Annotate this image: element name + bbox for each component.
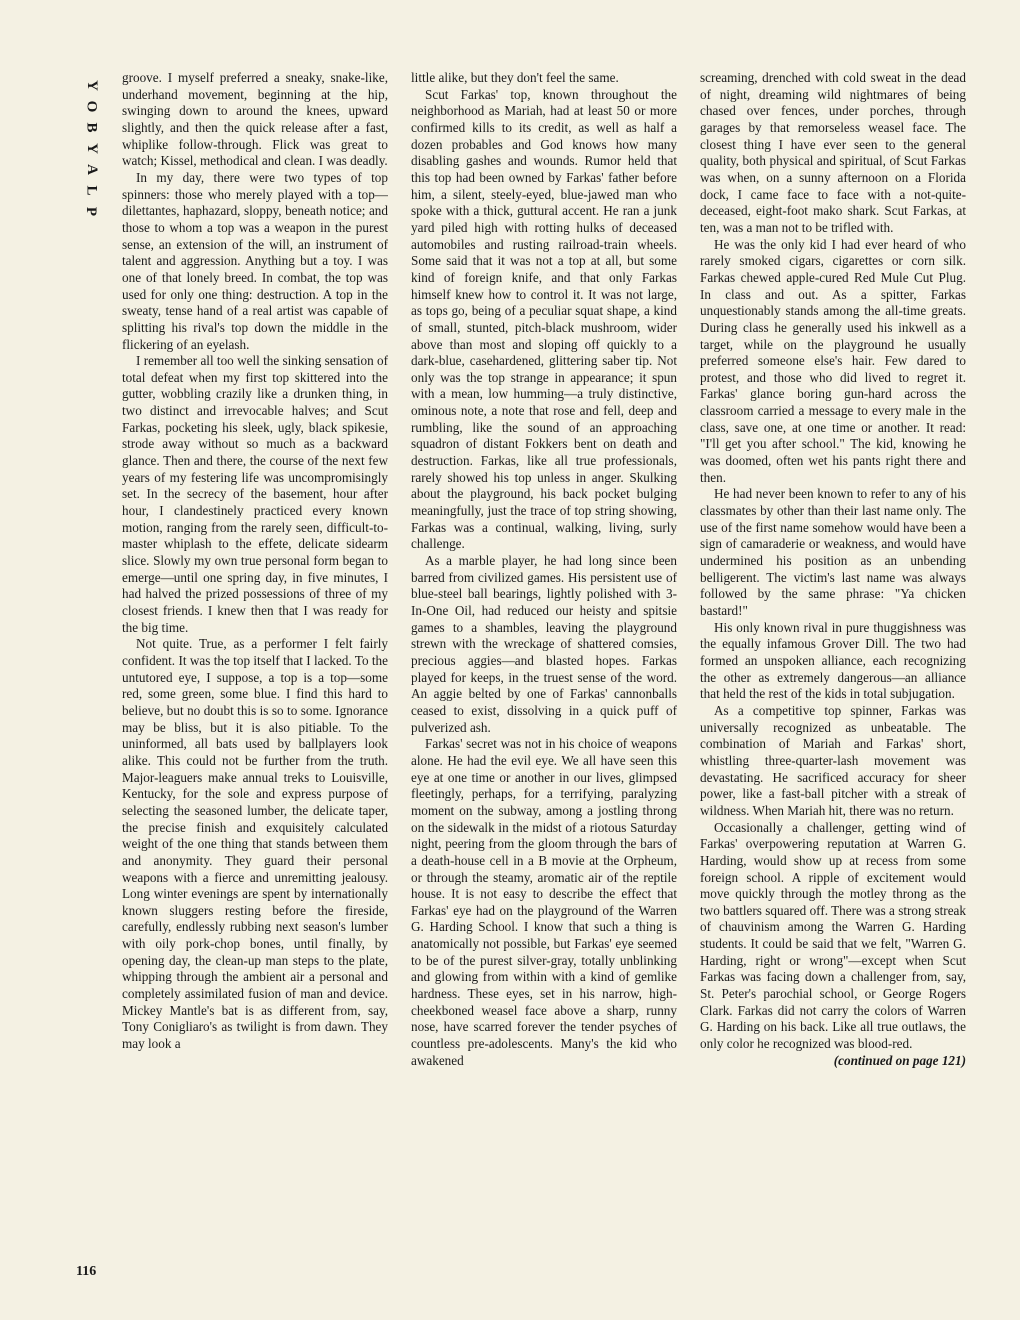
magazine-masthead (80, 78, 102, 219)
text-column-2 (411, 70, 677, 1292)
paragraph: As a marble player, he had long since been barred from civilized games. His persistent use of blue-steel ball bearings, lightly polished with 3-In-One Oil, had reduced our heisty and spitsie games to a shambles, leaving the playground strewn with the wreckage of shattered comsies, precious aggies—and blasted hopes. Farkas played for keeps, in the truest sense of the word. An aggie belted by one of Farkas' cannonballs ceased to exist, dissolving in a quick puff of pulverized ash. (411, 553, 677, 735)
paragraph: Occasionally a challenger, getting wind of Farkas' overpowering reputation at Warren G. Harding, would show up at recess from some foreign school. A ripple of excitement would move quickly through the motley throng as the two battlers squared off. There was a strong streak of chauvinism among the Warren G. Harding students. It could be said that we felt, "Warren G. Harding, right or wrong"—except when Scut Farkas was facing down a challenger from, say, St. Peter's parochial school, or George Rogers Clark. Farkas did not carry the colors of Warren G. Harding on his back. Like all true outlaws, the only color he recognized was blood-red. (700, 819, 966, 1052)
paragraph: As a competitive top spinner, Farkas was universally recognized as unbeatable. The combination of Mariah and Farkas' short, whistling three-quarter-lash movement was devastating. He sacrificed accuracy for sheer power, like a fast-ball pitcher with a streak of wildness. When Mariah hit, there was no return. (700, 702, 966, 818)
paragraph: Not quite. True, as a performer I felt fairly confident. It was the top itself that I lacked. To the untutored eye, I suppose, a top is a top—some red, some green, some blue. I find this hard to believe, but no doubt this is so to some. Ignorance may be bliss, but it is also pitiable. To the uninformed, all bats used by ballplayers look alike. This could not be further from the truth. Major-leaguers make annual treks to Louisville, Kentucky, for the sole and express purpose of selecting the seasoned lumber, the delicate taper, the precise finish and exquisitely calculated weight of the one thing that stands between them and anonymity. They guard their personal weapons with a fierce and unremitting jealousy. Long winter evenings are spent by internationally known sluggers resting before the fireside, carefully, endlessly rubbing next season's lumber with oily pork-chop bones, until finally, by opening day, the clean-up man steps to the plate, whipping through the ambient air a personal and completely assimilated fusion of man and device. Mickey Mantle's bat is as different from, say, Tony Conigliaro's as twilight is from dawn. They may look a (122, 636, 388, 1052)
text-column-1 (122, 70, 388, 1292)
masthead-letter: O (83, 100, 100, 113)
paragraph: screaming, drenched with cold sweat in the dead of night, dreaming wild nightmares of being chased over fences, under porches, through garages by that remorseless weasel face. The closest thing I have ever seen to the general quality, both physical and spiritual, of Scut Farkas was when, on a sunny afternoon on a Florida dock, I came face to face with a not-quite-deceased, eight-foot mako shark. Scut Farkas, at ten, was a man not to be trifled with. (700, 70, 966, 235)
masthead-letter: B (83, 122, 100, 133)
masthead-letter: P (83, 206, 100, 217)
page-number: 116 (76, 1264, 97, 1279)
paragraph: little alike, but they don't feel the same. (411, 70, 619, 85)
paragraph: He had never been known to refer to any of his classmates by other than their last name only. The use of the first name somehow would have been a sign of camaraderie or weakness, and would have undermined his position as an unbending belligerent. The victim's last name was always followed by the same phrase: "Ya chicken bastard!" (700, 486, 966, 618)
paragraph: Scut Farkas' top, known throughout the neighborhood as Mariah, had at least 50 or more confirmed kills to its credit, as well as half a dozen probables and God knows how many disabling gashes and wounds. Rumor held that this top had been owned by Farkas' father before him, a silent, steely-eyed, blue-jawed man who spoke with a thick, guttural accent. He ran a junk yard piled high with rotting hulks of deceased automobiles and rusting railroad-train wheels. Some said that it was not a top at all, but some kind of foreign knife, and that only Farkas himself knew how to control it. It was not large, as tops go, being of a peculiar squat shape, a kind of small, stunted, pitch-black mushroom, wider above than most and sloping off quickly to a dark-blue, casehardened, glittering saber tip. Not only was the top strange in appearance; it spun with a mean, low humming—a truly distinctive, ominous note, a note that rose and fell, deep and rumbling, like the sound of an approaching squadron of distant Fokkers bent on death and destruction. Farkas, like all true professionals, rarely showed his top unless in anger. Skulking about the playground, his back pocket bulging meaningfully, just the trace of top string showing, Farkas was a continual, walking, living, surly challenge. (411, 86, 677, 552)
masthead-letter: A (83, 164, 100, 175)
paragraph: I remember all too well the sinking sensation of total defeat when my first top skittered into the gutter, wobbling crazily like a drunken thing, in two distinct and irrevocable halves; and Scut Farkas, pocketing his sleek, ugly, black spikesie, strode away without so much as a backward glance. Then and there, the course of the next few years of my festering life was uncompromisingly set. In the secrecy of the basement, hour after hour, I clandestinely practiced every known motion, ranging from the rarely seen, difficult-to-master whiplash to the effete, delicate sidearm slice. Slowly my own true personal form began to emerge—until one spring day, in five minutes, I had halved the prized possessions of three of my closest friends. I knew then that I was ready for the big time. (122, 353, 388, 635)
text-column-3 (700, 70, 966, 1292)
masthead-letter: Y (83, 143, 100, 154)
paragraph: groove. I myself preferred a sneaky, snake-like, underhand movement, beginning at the hip, swinging down to around the knees, upward slightly, and then the quick release after a fast, whiplike follow-through. Flick was great to watch; Kissel, methodical and clean. I was deadly. (122, 70, 388, 169)
continuation-note: (continued on page 121) (833, 1052, 966, 1068)
paragraph: He was the only kid I had ever heard of who rarely smoked cigars, cigarettes or corn silk. Farkas chewed apple-cured Red Mule Cut Plug. In class and out. As a spitter, Farkas unquestionably stands among the all-time greats. During class he generally used his inkwell as a target, while on the playground he usually preferred someone else's hair. Few dared to protest, and those who did lived to regret it. Farkas' glance boring gun-hard across the classroom carried a message to every male in the class, save one, at one time or another. It read: "I'll get you after school." The kid, knowing he was doomed, often wet his pants right there and then. (700, 236, 966, 485)
paragraph: In my day, there were two types of top spinners: those who merely played with a top—dilettantes, haphazard, sloppy, beneath notice; and those to whom a top was a weapon in the purest sense, an extension of the will, an instrument of talent and aggression. Anything but a toy. I was one of that lonely breed. In combat, the top was used for only one thing: destruction. A top in the sweaty, tense hand of a real artist was capable of splitting his rival's top down the middle in the flickering of an eyelash. (122, 169, 388, 352)
masthead-letter: L (83, 185, 100, 196)
masthead-letter: Y (83, 80, 100, 91)
paragraph: Farkas' secret was not in his choice of weapons alone. He had the evil eye. We all have seen this eye at one time or another in our lives, glimpsed fleetingly, perhaps, for a terrifying, paralyzing moment on the subway, among a jostling throng on the sidewalk in the midst of a riotous Saturday night, peering from the gloom through the bars of a death-house cell in a B movie at the Orpheum, or through the steamy, aromatic air of the reptile house. It is not easy to describe the effect that Farkas' eye had on the playground of the Warren G. Harding School. I know that such a thing is anatomically not possible, but Farkas' eye seemed to be of the purest silver-gray, totally unblinking and glowing from within with a kind of gemlike hardness. These eyes, set in his narrow, high-cheekboned weasel face above a sharp, runny nose, have scarred forever the tender psyches of countless pre-adolescents. Many's the kid who awakened (411, 736, 677, 1068)
paragraph: His only known rival in pure thuggishness was the equally infamous Grover Dill. The two had formed an unspoken alliance, each recognizing the other as extremely dangerous—an alliance that held the rest of the kids in total subjugation. (700, 619, 966, 702)
